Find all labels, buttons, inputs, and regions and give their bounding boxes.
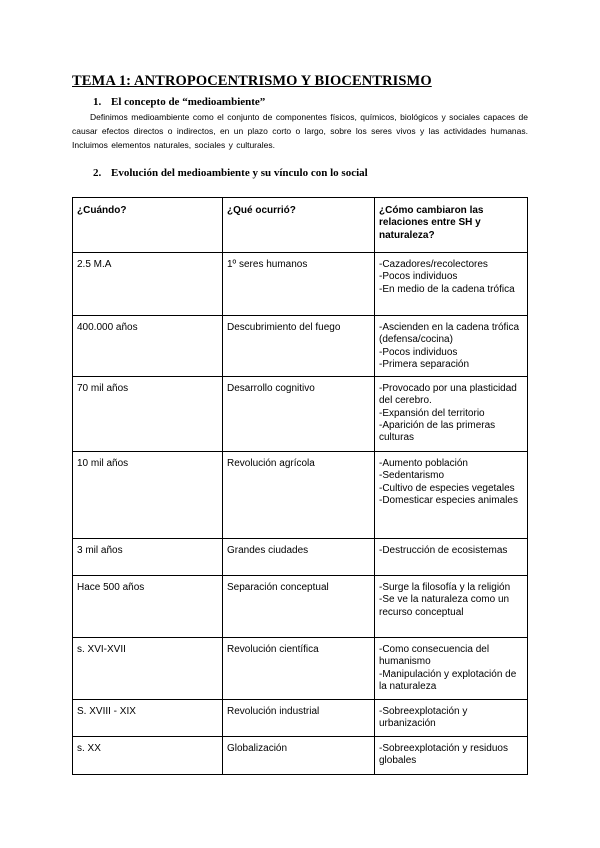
section-1-paragraph: Definimos medioambiente como el conjunto de componentes físicos, químicos, biológicos y sociales capaces de causar efectos directos o indirectos, en un plazo corto o largo, sobre los seres vivos y las actividades humanas. Incluimos elementos naturales, sociales y culturales.: [72, 112, 528, 150]
cell-when: 70 mil años: [73, 377, 223, 452]
cell-how: [375, 377, 528, 452]
cell-how: [375, 576, 528, 638]
table-row: [73, 377, 528, 452]
cell-how: [375, 316, 528, 377]
cell-what: Revolución científica: [223, 638, 375, 700]
header-how: ¿Cómo cambiaron las relaciones entre SH y naturaleza?: [375, 198, 528, 253]
table-row: [73, 638, 528, 700]
how-line: -Ascienden en la cadena trófica (defensa/cocina): [379, 322, 520, 346]
cell-when: Hace 500 años: [73, 576, 223, 638]
cell-what: Revolución agrícola: [223, 452, 375, 539]
table-row: [73, 253, 528, 316]
section-1-number: 1.: [93, 96, 102, 108]
cell-how: [375, 638, 528, 700]
cell-when: S. XVIII - XIX: [73, 700, 223, 737]
how-line: -Provocado por una plasticidad del cerebro.: [379, 383, 517, 407]
how-line: -En medio de la cadena trófica: [379, 283, 515, 295]
cell-when: 400.000 años: [73, 316, 223, 377]
cell-how: [375, 539, 528, 576]
cell-what: Separación conceptual: [223, 576, 375, 638]
cell-when: 2.5 M.A: [73, 253, 223, 316]
table-row: [73, 576, 528, 638]
cell-how: [375, 737, 528, 775]
section-2-heading: [93, 167, 368, 179]
how-line: -Primera separación: [379, 358, 470, 370]
how-line: -Aparición de las primeras culturas: [379, 419, 496, 444]
how-line: -Sobreexplotación y residuos globales: [379, 743, 508, 767]
section-1-heading: [93, 96, 265, 108]
how-line: -Pocos individuos: [379, 346, 458, 358]
cell-what: 1º seres humanos: [223, 253, 375, 316]
cell-what: Desarrollo cognitivo: [223, 377, 375, 452]
section-2-heading-text: Evolución del medioambiente y su vínculo con lo social: [111, 167, 368, 179]
cell-when: 10 mil años: [73, 452, 223, 539]
how-line: -Destrucción de ecosistemas: [379, 545, 508, 556]
how-line: -Surge la filosofía y la religión: [379, 582, 511, 593]
how-line: -Cazadores/recolectores: [379, 259, 488, 270]
cell-what: Revolución industrial: [223, 700, 375, 737]
cell-how: [375, 452, 528, 539]
cell-what: Descubrimiento del fuego: [223, 316, 375, 377]
how-line: -Como consecuencia del humanismo: [379, 644, 490, 668]
cell-when: s. XVI-XVII: [73, 638, 223, 700]
header-what: ¿Qué ocurrió?: [223, 198, 375, 253]
how-line: -Pocos individuos: [379, 271, 458, 283]
header-when: ¿Cuándo?: [73, 198, 223, 253]
table-row: [73, 539, 528, 576]
section-2-number: 2.: [93, 167, 102, 179]
how-line: -Cultivo de especies vegetales: [379, 482, 515, 494]
how-line: -Sobreexplotación y urbanización: [379, 706, 468, 730]
cell-how: [375, 700, 528, 737]
cell-what: Grandes ciudades: [223, 539, 375, 576]
how-line: -Aumento población: [379, 458, 468, 469]
table-row: [73, 700, 528, 737]
table-header-row: [73, 198, 528, 253]
table-row: [73, 737, 528, 775]
cell-when: 3 mil años: [73, 539, 223, 576]
how-line: -Manipulación y explotación de la naturaleza: [379, 668, 517, 692]
section-1-heading-text: El concepto de “medioambiente”: [111, 96, 266, 108]
table-row: [73, 452, 528, 539]
cell-when: s. XX: [73, 737, 223, 775]
evolution-table: [72, 197, 528, 775]
document-title: TEMA 1: ANTROPOCENTRISMO Y BIOCENTRISMO: [72, 73, 432, 89]
how-line: -Sedentarismo: [379, 470, 445, 482]
how-line: -Se ve la naturaleza como un recurso conceptual: [379, 594, 510, 618]
cell-what: Globalización: [223, 737, 375, 775]
how-line: -Expansión del territorio: [379, 407, 485, 419]
how-line: -Domesticar especies animales: [379, 494, 518, 506]
table-row: [73, 316, 528, 377]
cell-how: [375, 253, 528, 316]
